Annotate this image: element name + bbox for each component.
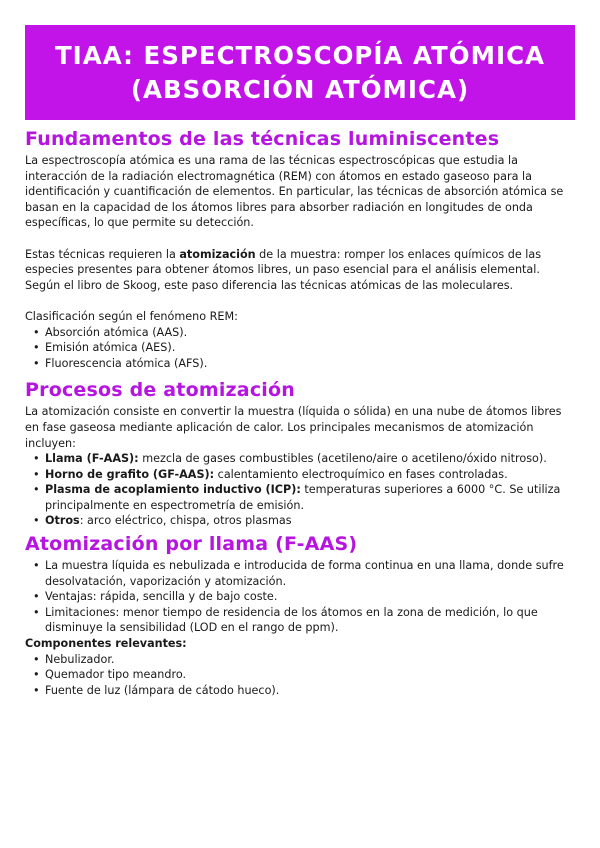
components-list bbox=[25, 652, 575, 699]
bold-term: Plasma de acoplamiento inductivo (ICP): bbox=[45, 483, 301, 497]
section-heading-fundamentos: Fundamentos de las técnicas luminiscentes bbox=[25, 128, 500, 150]
bold-term: atomización bbox=[179, 247, 256, 261]
list-item: • La muestra líquida es nebulizada e introducida de forma continua en una llama, donde sufre desolvatación, vaporización y atomización. bbox=[45, 558, 575, 589]
text-segment: Estas técnicas requieren la bbox=[25, 247, 180, 261]
llama-list bbox=[25, 558, 575, 636]
list-item: • Fuente de luz (lámpara de cátodo hueco). bbox=[45, 683, 575, 699]
list-item: • Fluorescencia atómica (AFS). bbox=[45, 356, 575, 372]
item-description: calentamiento electroquímico en fases controladas. bbox=[214, 467, 508, 481]
item-description: : arco eléctrico, chispa, otros plasmas bbox=[79, 514, 292, 528]
list-item: • Quemador tipo meandro. bbox=[45, 667, 575, 683]
list-item: • Absorción atómica (AAS). bbox=[45, 325, 575, 341]
section-heading-llama: Atomización por llama (F-AAS) bbox=[25, 533, 358, 556]
title-banner bbox=[25, 25, 575, 120]
mechanism-list bbox=[25, 451, 575, 529]
bold-term: Horno de grafito (GF-AAS): bbox=[45, 467, 215, 481]
paragraph-procesos-intro: La atomización consiste en convertir la muestra (líquida o sólida) en una nube de átomos libres en fase gaseosa mediante aplicación de calor. Los principales mecanismos de atomización incluyen: bbox=[25, 405, 562, 450]
list-item: • Nebulizador. bbox=[45, 652, 575, 668]
section-heading-procesos: Procesos de atomización bbox=[25, 379, 295, 402]
item-description: temperaturas superiores a 6000 °C. Se utiliza principalmente en espectrometría de emisión. bbox=[45, 483, 561, 512]
text-segment: de la muestra: romper los enlaces químicos de las especies presentes para obtener átomos libres, un paso esencial para el análisis elemental. Según el libro de Skoog, este paso diferencia las técnicas atómicas de las moleculares. bbox=[25, 247, 542, 292]
spacer bbox=[25, 231, 575, 247]
title-line-2: (ABSORCIÓN ATÓMICA) bbox=[130, 74, 470, 104]
bold-term: Llama (F-AAS): bbox=[45, 452, 139, 466]
bold-term: Otros bbox=[45, 514, 80, 528]
document-body bbox=[25, 126, 575, 698]
list-item bbox=[45, 467, 575, 483]
list-item: • Emisión atómica (AES). bbox=[45, 340, 575, 356]
list-item bbox=[45, 482, 575, 513]
list-item bbox=[45, 513, 575, 529]
classification-label: Clasificación según el fenómeno REM: bbox=[25, 309, 238, 323]
title-line-1: TIAA: ESPECTROSCOPÍA ATÓMICA bbox=[54, 40, 546, 70]
item-description: mezcla de gases combustibles (acetileno/aire o acetileno/óxido nitroso). bbox=[138, 452, 547, 466]
paragraph-atomizacion bbox=[25, 247, 575, 294]
spacer bbox=[25, 293, 575, 309]
list-item bbox=[45, 451, 575, 467]
list-item: • Limitaciones: menor tiempo de residencia de los átomos en la zona de medición, lo que disminuye la sensibilidad (LOD en el rango de ppm). bbox=[45, 605, 575, 636]
classification-list bbox=[25, 325, 575, 372]
components-label: Componentes relevantes: bbox=[25, 637, 187, 651]
paragraph-intro: La espectroscopía atómica es una rama de las técnicas espectroscópicas que estudia la interacción de la radiación electromagnética (REM) con átomos en estado gaseoso para la identificación y cuantificación de elementos. En particular, las técnicas de absorción atómica se basan en la capacidad de los átomos libres para absorber radiación en longitudes de onda específicas, lo que permite su detección. bbox=[25, 154, 564, 230]
list-item: • Ventajas: rápida, sencilla y de bajo coste. bbox=[45, 589, 575, 605]
